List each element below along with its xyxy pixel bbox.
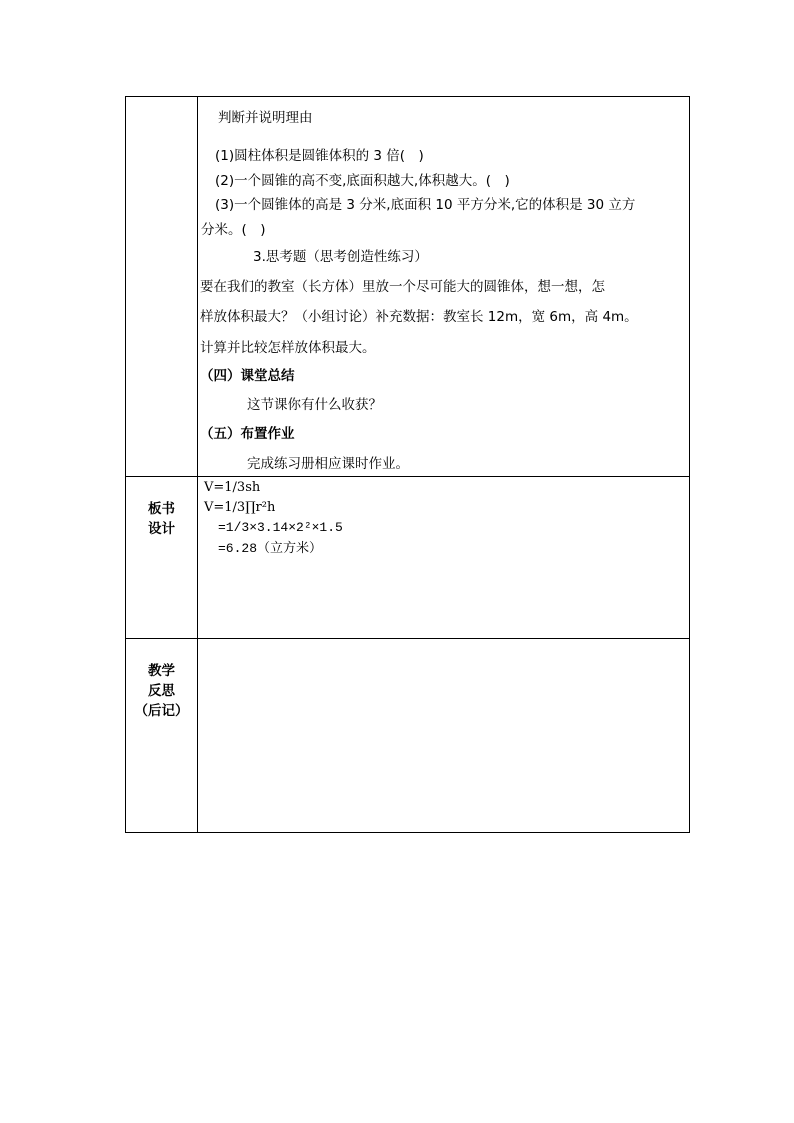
judgement-item-3: (3)一个圆锥体的高是 3 分米,底面积 10 平方分米,它的体积是 30 立方	[215, 197, 636, 213]
thinking-question-line-1: 要在我们的教室（长方体）里放一个尽可能大的圆锥体，想一想，怎	[200, 279, 605, 295]
board-design-content-cell	[198, 477, 690, 639]
formula-line-4: =6.28（立方米）	[218, 541, 323, 556]
thinking-question-line-2: 样放体积最大？（小组讨论）补充数据：教室长 12m，宽 6m，高 4m。	[200, 309, 638, 325]
reflection-content-cell[interactable]	[198, 639, 690, 833]
thinking-question-line-3: 计算并比较怎样放体积最大。	[200, 340, 376, 356]
reflection-row	[126, 639, 690, 833]
activity-content-cell	[198, 97, 690, 477]
judgement-item-1: (1)圆柱体积是圆锥体积的 3 倍( )	[215, 148, 424, 164]
formula-line-1: V=1/3sh	[204, 480, 261, 495]
activity-label-cell	[126, 97, 198, 477]
judgement-item-3-cont: 分米。( )	[201, 222, 266, 238]
homework-heading: （五）布置作业	[200, 426, 295, 442]
activity-row	[126, 97, 690, 477]
lesson-plan-table	[125, 96, 690, 833]
instruction-line: 判断并说明理由	[218, 110, 313, 126]
homework-text: 完成练习册相应课时作业。	[247, 456, 409, 472]
board-design-label: 板书 设计	[148, 501, 175, 537]
board-design-label-cell	[126, 477, 198, 639]
formula-line-2: V=1/3∏r²h	[204, 500, 276, 515]
thinking-question-heading: 3.思考题（思考创造性练习）	[253, 249, 428, 265]
reflection-label: 教学 反思 （后记）	[134, 663, 189, 719]
judgement-item-2: (2)一个圆锥的高不变,底面积越大,体积越大。( )	[215, 173, 510, 189]
board-design-row	[126, 477, 690, 639]
reflection-label-cell	[126, 639, 198, 833]
summary-question: 这节课你有什么收获？	[247, 397, 382, 413]
summary-heading: （四）课堂总结	[200, 368, 295, 384]
formula-line-3: =1/3×3.14×2²×1.5	[218, 520, 343, 535]
